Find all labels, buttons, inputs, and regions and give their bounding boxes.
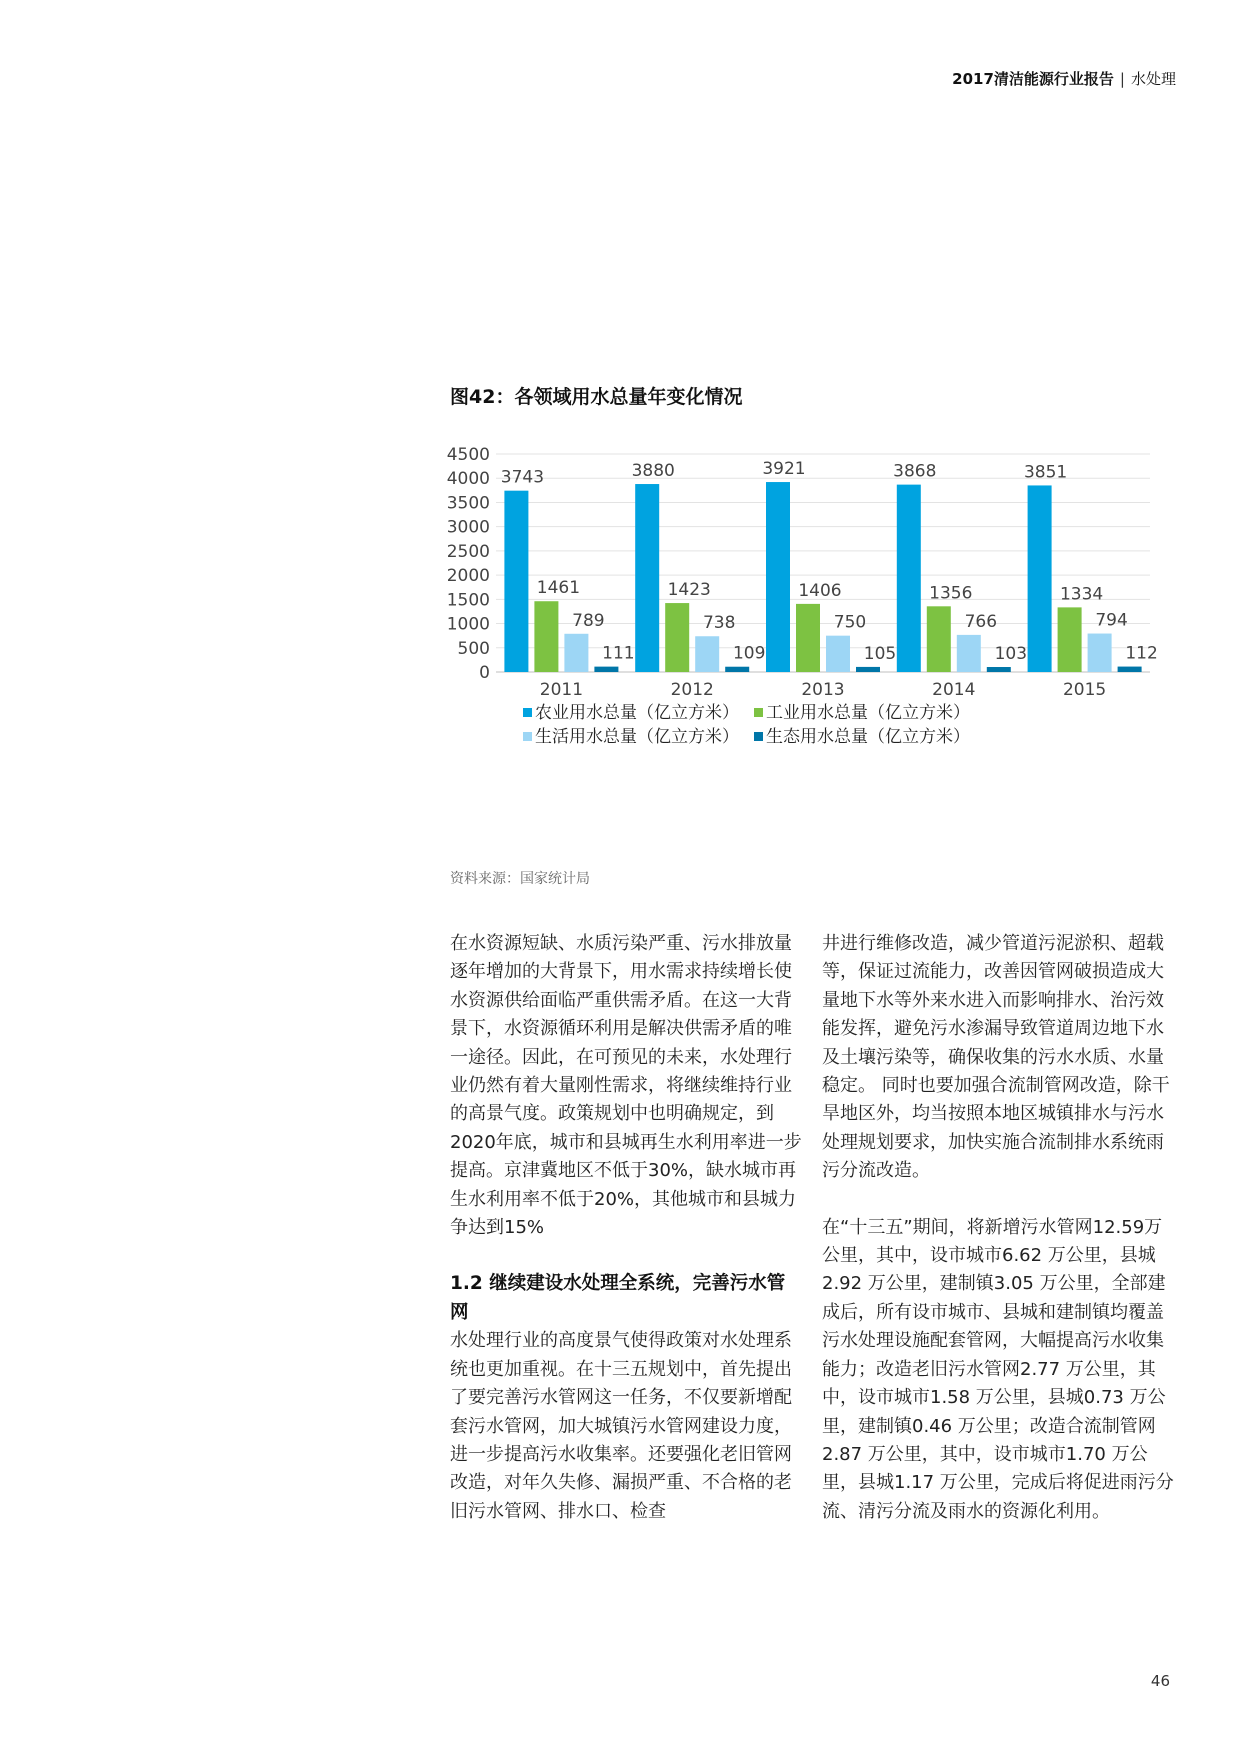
left-column <box>450 930 802 1526</box>
right-column <box>822 930 1174 1526</box>
data-label: 111 <box>602 643 635 664</box>
bar <box>856 667 880 672</box>
bar <box>927 606 951 672</box>
legend-label: 生态用水总量（亿立方米） <box>766 727 970 747</box>
y-tick-label: 0 <box>479 663 490 683</box>
bar <box>534 601 558 672</box>
data-label: 3743 <box>500 467 545 488</box>
bar <box>766 482 790 672</box>
section-heading: 1.2 继续建设水处理全系统，完善污水管网 <box>450 1273 786 1323</box>
data-label: 3880 <box>631 461 675 482</box>
bar <box>635 484 659 672</box>
bar <box>665 603 689 672</box>
data-label: 766 <box>964 611 998 632</box>
legend-swatch <box>754 732 763 741</box>
header-separator: | <box>1119 70 1125 88</box>
data-label: 1356 <box>929 583 973 604</box>
bar <box>987 667 1011 672</box>
bar <box>725 667 749 672</box>
bar <box>1028 485 1052 672</box>
bar <box>957 635 981 672</box>
data-label: 1334 <box>1059 584 1104 605</box>
data-label: 789 <box>572 610 605 631</box>
data-label: 3851 <box>1023 462 1068 483</box>
bar <box>796 604 820 672</box>
y-tick-label: 1000 <box>446 614 490 635</box>
data-label: 750 <box>833 612 867 633</box>
data-label: 3868 <box>893 461 937 482</box>
bar <box>695 636 719 672</box>
page-header <box>952 68 1176 89</box>
y-tick-label: 3500 <box>446 493 490 514</box>
plan-paragraph: 在“十三五”期间，将新增污水管网12.59万公里，其中，设市城市6.62 万公里，县城2.92 万公里，建制镇3.05 万公里，全部建成后，所有设市城市、县城和建制镇均覆盖污水处理设施配套管网，大幅提高污水收集能力；改造老旧污水管网2.77 万公里，其中，设市城市1.58 万公里，县城0.73 万公里，建制镇0.46 万公里；改造合流制管网2.87 万公里，其中，设市城市1.70 万公里，县城1.17 万公里，完成后将促进雨污分流、清污分流及雨水的资源化利用。 <box>822 1216 1174 1522</box>
section-title: 水处理 <box>1130 70 1176 88</box>
legend-swatch <box>523 732 532 741</box>
page-number: 46 <box>1150 1672 1170 1690</box>
figure-source: 资料来源：国家统计局 <box>450 871 590 887</box>
bar <box>564 634 588 672</box>
data-label: 794 <box>1095 610 1128 631</box>
bar <box>897 485 921 672</box>
intro-paragraph: 在水资源短缺、水质污染严重、污水排放量逐年增加的大背景下，用水需求持续增长使水资源供给面临严重供需矛盾。在这一大背景下，水资源循环利用是解决供需矛盾的唯一途径。因此，在可预见的未来，水处理行业仍然有着大量刚性需求，将继续维持行业的高景气度。政策规划中也明确规定，到2020年底，城市和县城再生水利用率进一步提高。京津冀地区不低于30%，缺水城市再生水利用率不低于20%，其他城市和县城力争达到15% <box>450 933 802 1239</box>
renovation-paragraph: 井进行维修改造，减少管道污泥淤积、超载等，保证过流能力，改善因管网破损造成大量地下水等外来水进入而影响排水、治污效能发挥，避免污水渗漏导致管道周边地下水及土壤污染等，确保收集的污水水质、水量稳定。 同时也要加强合流制管网改造，除干旱地区外，均当按照本地区城镇排水与污水处理规划要求，加快实施合流制排水系统雨污分流改造。 <box>822 933 1170 1182</box>
data-label: 1461 <box>536 578 581 599</box>
data-label: 112 <box>1125 643 1158 664</box>
bar <box>1058 607 1082 672</box>
data-label: 3921 <box>762 459 806 480</box>
x-tick-label: 2011 <box>539 680 584 700</box>
data-label: 103 <box>994 644 1028 665</box>
legend-swatch <box>754 708 763 717</box>
data-label: 1423 <box>667 580 711 601</box>
data-label: 1406 <box>798 580 842 601</box>
legend-label: 生活用水总量（亿立方米） <box>535 727 739 747</box>
y-tick-label: 4500 <box>446 445 490 465</box>
legend-swatch <box>523 708 532 717</box>
legend-label: 农业用水总量（亿立方米） <box>535 703 739 723</box>
y-tick-label: 2000 <box>446 566 490 587</box>
legend-label: 工业用水总量（亿立方米） <box>766 703 970 723</box>
data-label: 738 <box>702 613 736 634</box>
water-usage-bar-chart <box>440 436 1160 836</box>
x-tick-label: 2014 <box>932 680 976 700</box>
y-tick-label: 1500 <box>446 590 490 611</box>
bar <box>1118 667 1142 672</box>
y-tick-label: 4000 <box>446 469 490 490</box>
x-tick-label: 2013 <box>801 680 845 700</box>
bar <box>826 636 850 672</box>
x-tick-label: 2015 <box>1062 680 1107 700</box>
report-title: 2017清洁能源行业报告 <box>952 70 1114 88</box>
x-tick-label: 2012 <box>670 680 714 700</box>
bar <box>1088 634 1112 672</box>
bar <box>504 491 528 672</box>
figure-title: 图42：各领域用水总量年变化情况 <box>450 386 743 408</box>
y-tick-label: 2500 <box>446 541 490 562</box>
y-tick-label: 500 <box>457 638 490 659</box>
data-label: 109 <box>732 643 766 664</box>
data-label: 105 <box>863 643 897 664</box>
y-tick-label: 3000 <box>446 517 490 538</box>
bar <box>594 667 618 672</box>
pipeline-paragraph: 水处理行业的高度景气使得政策对水处理系统也更加重视。在十三五规划中，首先提出了要完善污水管网这一任务，不仅要新增配套污水管网，加大城镇污水管网建设力度，进一步提高污水收集率。还要强化老旧管网改造，对年久失修、漏损严重、不合格的老旧污水管网、排水口、检查 <box>450 1330 792 1522</box>
